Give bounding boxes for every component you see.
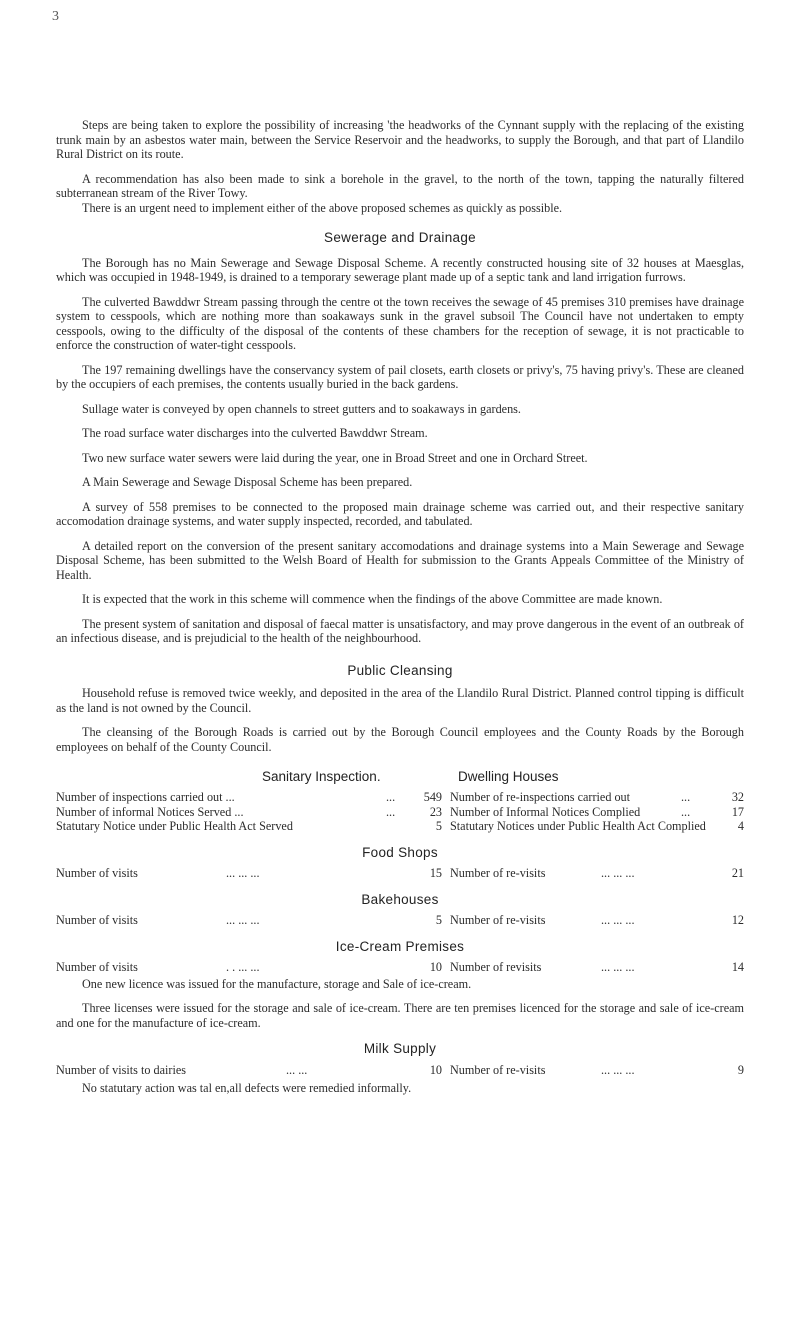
sanitary-row-right-value: 17 <box>731 804 744 819</box>
sanitary-row-right-dots: ... <box>681 804 691 819</box>
food-shops-visits-dots: ... ... ... <box>226 866 260 880</box>
food-shops-visits-label: Number of visits <box>56 866 138 880</box>
milk-revisits-label: Number of re-visits <box>450 1062 546 1077</box>
sanitary-row-left-value: 23 <box>429 804 442 819</box>
ice-cream-row <box>56 960 744 975</box>
sanitary-row <box>56 819 744 834</box>
cleansing-paragraph-1: Household refuse is removed twice weekly, and deposited in the area of the Llandilo Rural District. Planned control tipping is difficult as the land is not owned by the Council. <box>56 686 744 715</box>
sewerage-paragraph-3: The 197 remaining dwellings have the conservancy system of pail closets, earth closets or privy's, 75 having privy's. These are cleaned by the occupiers of each premises, the contents usually buried in the back gardens. <box>56 362 744 391</box>
bakehouses-heading: Bakehouses <box>361 891 439 907</box>
milk-supply-heading: Milk Supply <box>363 1041 437 1056</box>
sewerage-paragraph-5: The road surface water discharges into the culverted Bawddwr Stream. <box>82 426 428 440</box>
sewerage-paragraph-11: The present system of sanitation and disposal of faecal matter is unsatisfactory, and may prove dangerous in the event of an outbreak of an infectious disease, and is prejudicial to the health of the neighbourhood. <box>56 616 744 645</box>
ice-cream-paragraph-2: Three licenses were issued for the storage and sale of ice-cream. There are ten premises licenced for the storage and sale of ice-cream and one for the manufacture of ice-cream. <box>56 1001 744 1030</box>
sanitary-heading-row <box>56 770 744 786</box>
sewerage-heading: Sewerage and Drainage <box>324 230 476 245</box>
document-page <box>56 0 744 1096</box>
water-paragraph-1: Steps are being taken to explore the possibility of increasing 'the headworks of the Cynnant supply with the replacing of the existing trunk main by an asbestos water main, between the Service Reservoir and the headworks, to supply the Borough, and that part of Llandilo Rural District on its route. <box>56 118 744 161</box>
cleansing-paragraph-2: The cleansing of the Borough Roads is carried out by the Borough Council employees and the County Roads by the Borough employees on behalf of the County Council. <box>56 725 744 754</box>
sewerage-paragraph-7: A Main Sewerage and Sewage Disposal Scheme has been prepared. <box>82 475 413 489</box>
sanitary-row-right-label: Number of Informal Notices Complied <box>450 804 641 819</box>
food-shops-revisits-label: Number of re-visits <box>450 866 546 880</box>
sanitary-row-left-value: 5 <box>435 819 442 833</box>
ice-cream-heading: Ice-Cream Premises <box>335 938 465 954</box>
sanitary-row-right-value: 32 <box>731 790 744 804</box>
ice-cream-revisits-value: 14 <box>731 960 744 974</box>
sanitary-row-left-dots: ... <box>386 790 396 804</box>
water-paragraph-2: A recommendation has also been made to sink a borehole in the gravel, to the north of the town, tapping the naturally filtered subterranean stream of the River Towy. <box>56 171 744 200</box>
page-corner-mark: 3 <box>52 9 59 24</box>
sanitary-row-right-label: Statutary Notices under Public Health Act Complied <box>450 819 706 833</box>
bakehouses-visits-dots: ... ... ... <box>226 913 260 927</box>
sanitary-row-right-dots: ... <box>681 790 691 804</box>
ice-cream-visits-value: 10 <box>429 960 442 974</box>
milk-visits-dots: ... ... <box>286 1062 308 1077</box>
sanitary-row-left-value: 549 <box>423 790 442 804</box>
food-shops-row <box>56 866 744 881</box>
bakehouses-visits-value: 5 <box>435 913 442 927</box>
sanitary-row-right-label: Number of re-inspections carried out <box>450 790 631 804</box>
bakehouses-row <box>56 913 744 928</box>
bakehouses-revisits-label: Number of re-visits <box>450 913 546 927</box>
ice-cream-visits-dots: . . ... ... <box>226 960 260 974</box>
ice-cream-revisits-label: Number of revisits <box>450 960 542 974</box>
milk-visits-value: 10 <box>429 1062 442 1077</box>
cleansing-heading: Public Cleansing <box>347 662 453 678</box>
ice-cream-visits-label: Number of visits <box>56 960 138 974</box>
sanitary-row-left-dots: ... <box>386 804 396 819</box>
sanitary-row-left-label: Number of informal Notices Served ... <box>56 804 244 819</box>
food-shops-revisits-dots: ... ... ... <box>601 866 635 880</box>
bakehouses-revisits-value: 12 <box>731 913 744 927</box>
sanitary-row-left-label: Number of inspections carried out ... <box>56 790 235 804</box>
water-paragraph-3: There is an urgent need to implement either of the above proposed schemes as quickly as possible. <box>82 200 563 215</box>
food-shops-visits-value: 15 <box>429 866 442 880</box>
milk-supply-row <box>56 1063 744 1078</box>
sewerage-paragraph-4: Sullage water is conveyed by open channels to street gutters and to soakaways in gardens. <box>82 401 521 416</box>
milk-visits-label: Number of visits to dairies <box>56 1062 186 1077</box>
food-shops-heading: Food Shops <box>362 844 438 860</box>
milk-revisits-dots: ... ... ... <box>601 1062 635 1077</box>
bakehouses-revisits-dots: ... ... ... <box>601 913 635 927</box>
sewerage-paragraph-6: Two new surface water sewers were laid during the year, one in Broad Street and one in Orchard Street. <box>82 450 588 465</box>
sewerage-paragraph-10: It is expected that the work in this scheme will commence when the findings of the above Committee are made known. <box>82 592 663 606</box>
bakehouses-visits-label: Number of visits <box>56 913 138 927</box>
sewerage-paragraph-2: The culverted Bawddwr Stream passing through the centre ot the town receives the sewage of 45 premises 310 premises have drainage system to cesspools, which are nothing more than soakaways sunk in the gravel subsoil The Council have not undertaken to empty cesspools, owing to the difficulty of the disposal of the contents of these chambers for the reception of sewage, it is not practicable to enforce the construction of water-tight cesspools. <box>56 294 744 352</box>
ice-cream-paragraph-1: One new licence was issued for the manufacture, storage and Sale of ice-cream. <box>82 976 472 991</box>
sanitary-row-right-value: 4 <box>737 819 744 833</box>
sewerage-paragraph-9: A detailed report on the conversion of the present sanitary accomodations and drainage systems into a Main Sewerage and Sewage Disposal Scheme, has been submitted to the Welsh Board of Health for submission to the Grants Appeals Committee of the Ministry of Health. <box>56 538 744 582</box>
dwelling-houses-heading: Dwelling Houses <box>458 769 559 784</box>
food-shops-revisits-value: 21 <box>731 866 744 880</box>
milk-note: No statutary action was tal en,all defects were remedied informally. <box>82 1081 412 1095</box>
ice-cream-revisits-dots: ... ... ... <box>601 960 635 974</box>
sanitary-row <box>56 805 744 820</box>
sewerage-paragraph-8: A survey of 558 premises to be connected to the proposed main drainage scheme was carried out, and their respective sanitary accomodation drainage systems, and water supply inspected, recorded, and tabulated. <box>56 499 744 528</box>
milk-revisits-value: 9 <box>737 1062 744 1077</box>
sanitary-inspection-heading: Sanitary Inspection. <box>262 769 381 784</box>
sanitary-row-left-label: Statutary Notice under Public Health Act Served <box>56 819 293 833</box>
sanitary-row <box>56 790 744 805</box>
sewerage-paragraph-1: The Borough has no Main Sewerage and Sewage Disposal Scheme. A recently constructed housing site of 32 houses at Maesglas, which was occupied in 1948-1949, is drained to a temporary sewerage plant made up of a septic tank and land irrigation furrows. <box>56 255 744 284</box>
